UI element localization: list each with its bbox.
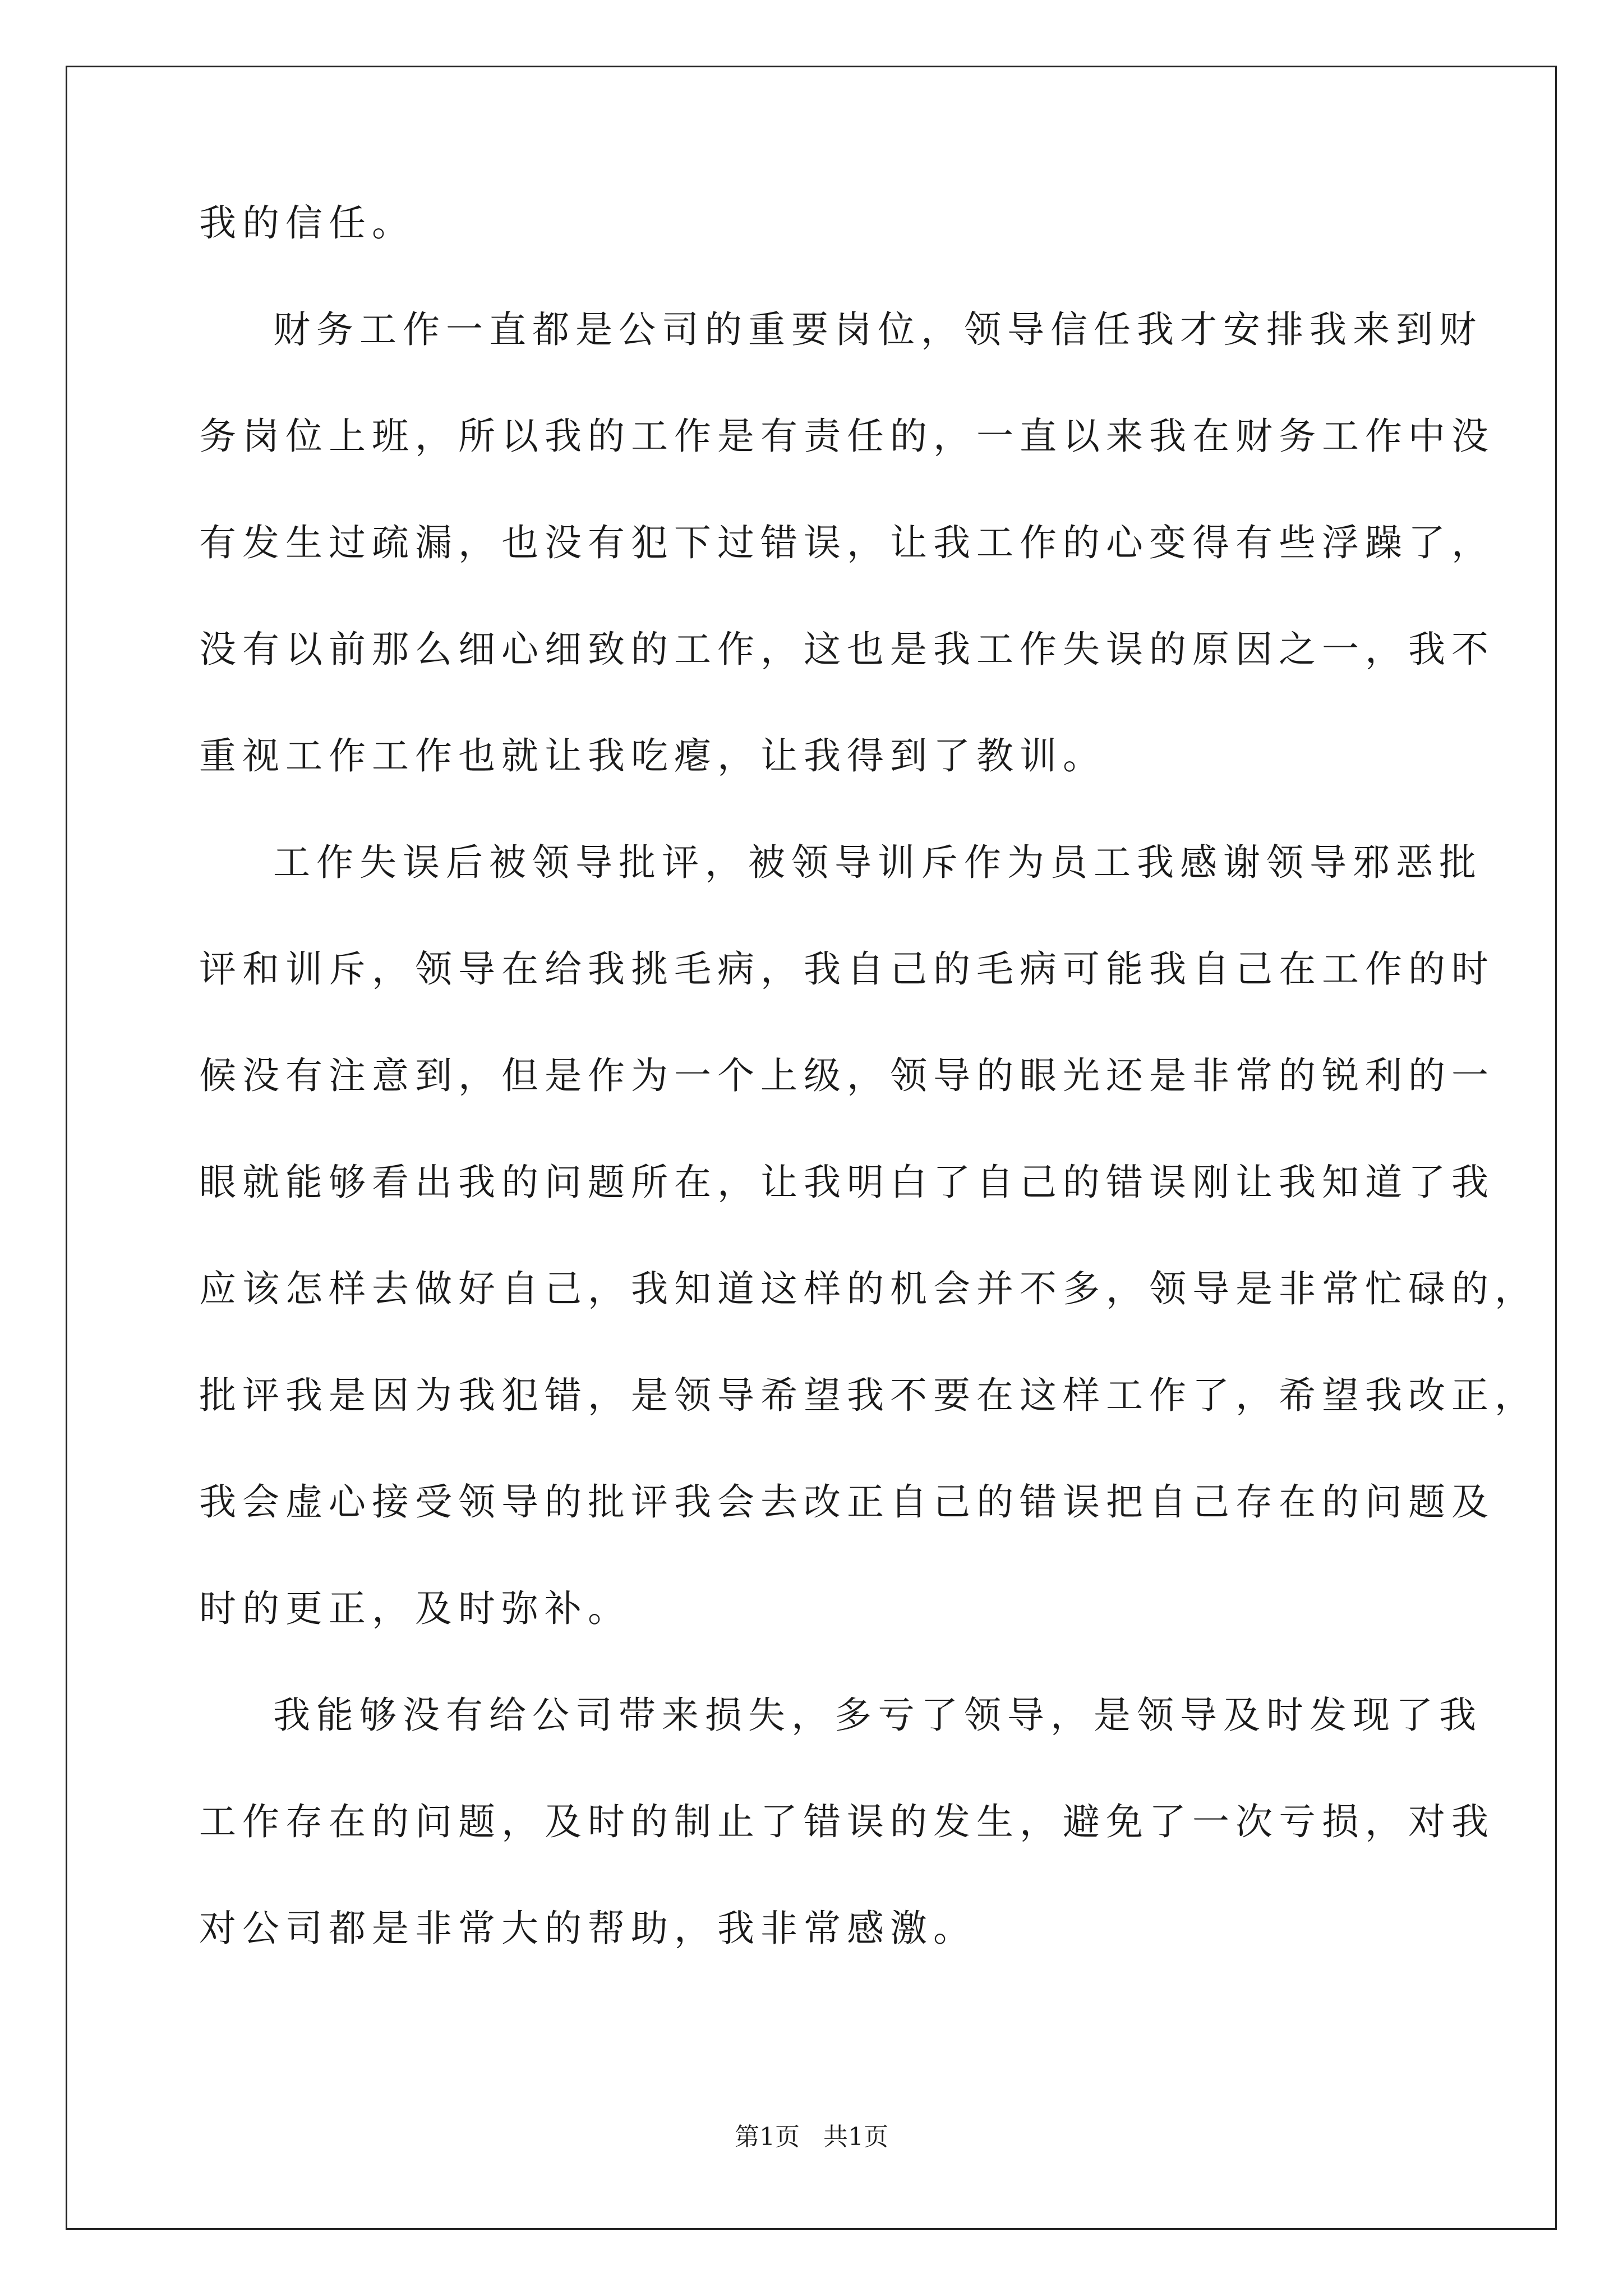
text-line: 重视工作工作也就让我吃瘪，让我得到了教训。 — [199, 734, 1106, 777]
text-line: 时的更正，及时弥补。 — [199, 1587, 631, 1630]
page-number-footer: 第1页 共1页 — [735, 2123, 888, 2151]
text-line: 我的信任。 — [199, 201, 415, 245]
text-line: 评和训斥，领导在给我挑毛病，我自己的毛病可能我自己在工作的时 — [199, 947, 1495, 991]
text-line: 有发生过疏漏，也没有犯下过错误，让我工作的心变得有些浮躁了， — [199, 521, 1495, 564]
paragraph-first-line: 工作失误后被领导批评，被领导训斥作为员工我感谢领导邪恶批 — [273, 841, 1482, 884]
text-line: 批评我是因为我犯错，是领导希望我不要在这样工作了，希望我改正， — [199, 1374, 1538, 1417]
paragraph-first-line: 我能够没有给公司带来损失，多亏了领导，是领导及时发现了我 — [273, 1694, 1482, 1737]
text-line: 工作存在的问题，及时的制止了错误的发生，避免了一次亏损，对我 — [199, 1800, 1495, 1843]
paragraph-first-line: 财务工作一直都是公司的重要岗位，领导信任我才安排我来到财 — [273, 308, 1482, 351]
text-line: 眼就能够看出我的问题所在，让我明白了自己的错误刚让我知道了我 — [199, 1161, 1495, 1204]
text-line: 没有以前那么细心细致的工作，这也是我工作失误的原因之一，我不 — [199, 628, 1495, 671]
text-line: 对公司都是非常大的帮助，我非常感激。 — [199, 1907, 976, 1950]
text-line: 候没有注意到，但是作为一个上级，领导的眼光还是非常的锐利的一 — [199, 1054, 1495, 1097]
text-line: 应该怎样去做好自己，我知道这样的机会并不多，领导是非常忙碌的， — [199, 1267, 1538, 1310]
text-line: 务岗位上班，所以我的工作是有责任的，一直以来我在财务工作中没 — [199, 415, 1495, 458]
text-line: 我会虚心接受领导的批评我会去改正自己的错误把自己存在的问题及 — [199, 1480, 1495, 1524]
